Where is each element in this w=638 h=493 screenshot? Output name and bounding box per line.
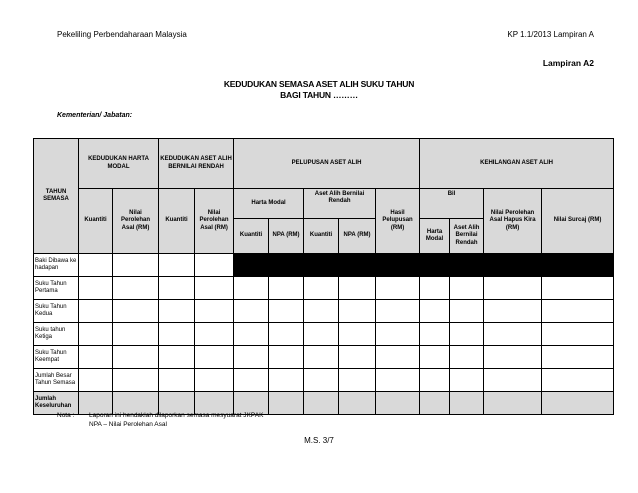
table-cell[interactable] bbox=[159, 323, 195, 346]
header-kuantiti-rendah: Kuantiti bbox=[159, 189, 195, 254]
table-cell[interactable] bbox=[113, 323, 159, 346]
table-cell[interactable] bbox=[339, 323, 376, 346]
notes-block bbox=[57, 412, 263, 429]
header-kehilangan: KEHILANGAN ASET ALIH bbox=[420, 139, 614, 189]
title-line-1: KEDUDUKAN SEMASA ASET ALIH SUKU TAHUN bbox=[223, 79, 415, 89]
table-cell[interactable] bbox=[113, 254, 159, 277]
header-left: Pekeliling Perbendaharaan Malaysia bbox=[57, 30, 187, 39]
table-cell[interactable] bbox=[159, 369, 195, 392]
table-cell[interactable] bbox=[339, 369, 376, 392]
table-cell[interactable] bbox=[542, 392, 614, 415]
table-cell[interactable] bbox=[79, 277, 113, 300]
table-cell-disabled bbox=[269, 254, 304, 277]
table-cell[interactable] bbox=[79, 254, 113, 277]
table-cell[interactable] bbox=[484, 369, 542, 392]
header-right: KP 1.1/2013 Lampiran A bbox=[507, 30, 594, 39]
table-cell[interactable] bbox=[339, 277, 376, 300]
table-cell[interactable] bbox=[304, 277, 339, 300]
table-cell[interactable] bbox=[420, 346, 450, 369]
table-cell[interactable] bbox=[159, 277, 195, 300]
table-cell-disabled bbox=[484, 254, 542, 277]
header-kuantiti-modal: Kuantiti bbox=[79, 189, 113, 254]
title-line-2: BAGI TAHUN ……… bbox=[280, 90, 358, 100]
table-cell[interactable] bbox=[450, 277, 484, 300]
notes-label: Nota : bbox=[57, 412, 75, 419]
header-pelupusan-harta-modal: Harta Modal bbox=[234, 189, 304, 219]
header-kuantiti-pelupusan-modal: Kuantiti bbox=[234, 219, 269, 254]
header-nilai-modal: Nilai Perolehan Asal (RM) bbox=[113, 189, 159, 254]
header-nilai-hapus-kira: Nilai Perolehan Asal Hapus Kira (RM) bbox=[484, 189, 542, 254]
table-cell[interactable] bbox=[542, 277, 614, 300]
table-cell[interactable] bbox=[339, 346, 376, 369]
table-cell[interactable] bbox=[450, 392, 484, 415]
table-cell[interactable] bbox=[542, 323, 614, 346]
table-row bbox=[34, 369, 614, 392]
table-cell[interactable] bbox=[195, 254, 234, 277]
table-cell-disabled bbox=[234, 254, 269, 277]
table-cell[interactable] bbox=[484, 346, 542, 369]
notes-line-1: Laporan ini hendaklah dilaporkan semasa mesyuarat JKPAK bbox=[89, 412, 264, 419]
ministry-label: Kementerian/ Jabatan: bbox=[57, 112, 133, 119]
row-label: Suku Tahun Pertama bbox=[34, 277, 79, 300]
table-cell[interactable] bbox=[542, 346, 614, 369]
table-cell[interactable] bbox=[376, 323, 420, 346]
table-cell[interactable] bbox=[304, 300, 339, 323]
table-cell[interactable] bbox=[420, 392, 450, 415]
header-bil-aset-rendah: Aset Alih Bernilai Rendah bbox=[450, 219, 484, 254]
header-nilai-rendah: Nilai Perolehan Asal (RM) bbox=[195, 189, 234, 254]
table-row bbox=[34, 323, 614, 346]
table-cell[interactable] bbox=[234, 346, 269, 369]
table-row bbox=[34, 277, 614, 300]
table-cell[interactable] bbox=[484, 277, 542, 300]
table-row bbox=[34, 254, 614, 277]
table-cell[interactable] bbox=[195, 369, 234, 392]
table-cell[interactable] bbox=[376, 392, 420, 415]
table-cell[interactable] bbox=[159, 300, 195, 323]
row-label: Jumlah Besar Tahun Semasa bbox=[34, 369, 79, 392]
row-label: Suku Tahun Kedua bbox=[34, 300, 79, 323]
asset-status-table bbox=[33, 138, 614, 415]
table-cell-disabled bbox=[339, 254, 376, 277]
table-cell[interactable] bbox=[542, 369, 614, 392]
table-cell[interactable] bbox=[269, 346, 304, 369]
table-cell[interactable] bbox=[450, 346, 484, 369]
table-cell[interactable] bbox=[376, 369, 420, 392]
header-kedudukan-aset-rendah: KEDUDUKAN ASET ALIH BERNILAI RENDAH bbox=[159, 139, 234, 189]
table-cell[interactable] bbox=[159, 346, 195, 369]
table-cell[interactable] bbox=[79, 346, 113, 369]
table-cell[interactable] bbox=[79, 369, 113, 392]
table-cell[interactable] bbox=[269, 277, 304, 300]
table-cell-disabled bbox=[420, 254, 450, 277]
table-cell[interactable] bbox=[234, 300, 269, 323]
table-cell-disabled bbox=[376, 254, 420, 277]
table-cell[interactable] bbox=[304, 369, 339, 392]
table-cell[interactable] bbox=[269, 392, 304, 415]
header-nilai-surcaj: Nilai Surcaj (RM) bbox=[542, 189, 614, 254]
table-cell[interactable] bbox=[159, 254, 195, 277]
table-cell[interactable] bbox=[376, 277, 420, 300]
table-cell[interactable] bbox=[304, 346, 339, 369]
table-cell-disabled bbox=[304, 254, 339, 277]
table-cell[interactable] bbox=[234, 277, 269, 300]
notes-line-2: NPA – Nilai Perolehan Asal bbox=[89, 420, 167, 428]
table-cell[interactable] bbox=[195, 300, 234, 323]
table-cell[interactable] bbox=[195, 346, 234, 369]
table-cell[interactable] bbox=[484, 392, 542, 415]
header-pelupusan: PELUPUSAN ASET ALIH bbox=[234, 139, 420, 189]
table-cell[interactable] bbox=[79, 300, 113, 323]
table-cell[interactable] bbox=[113, 369, 159, 392]
header-kuantiti-pelupusan-rendah: Kuantiti bbox=[304, 219, 339, 254]
row-label: Suku Tahun Keempat bbox=[34, 346, 79, 369]
table-cell[interactable] bbox=[339, 300, 376, 323]
header-hasil-pelupusan: Hasil Pelupusan (RM) bbox=[376, 189, 420, 254]
table-cell[interactable] bbox=[420, 323, 450, 346]
table-cell[interactable] bbox=[113, 300, 159, 323]
header-npa-pelupusan-modal: NPA (RM) bbox=[269, 219, 304, 254]
table-cell[interactable] bbox=[542, 300, 614, 323]
table-cell[interactable] bbox=[450, 369, 484, 392]
table-cell[interactable] bbox=[450, 300, 484, 323]
table-cell[interactable] bbox=[79, 323, 113, 346]
header-pelupusan-aset-rendah: Aset Alih Bernilai Rendah bbox=[304, 189, 376, 219]
table-cell[interactable] bbox=[195, 323, 234, 346]
table-cell[interactable] bbox=[269, 369, 304, 392]
table-cell[interactable] bbox=[420, 300, 450, 323]
page-title bbox=[0, 79, 638, 101]
table-cell[interactable] bbox=[450, 323, 484, 346]
table-cell[interactable] bbox=[234, 323, 269, 346]
table-cell[interactable] bbox=[113, 277, 159, 300]
table-cell[interactable] bbox=[304, 323, 339, 346]
header-kedudukan-harta-modal: KEDUDUKAN HARTA MODAL bbox=[79, 139, 159, 189]
table-cell[interactable] bbox=[304, 392, 339, 415]
table-cell[interactable] bbox=[376, 300, 420, 323]
header-tahun-semasa: TAHUN SEMASA bbox=[34, 139, 79, 254]
row-label: Baki Dibawa ke hadapan bbox=[34, 254, 79, 277]
header-bil: Bil bbox=[420, 189, 484, 219]
table-cell[interactable] bbox=[484, 300, 542, 323]
header-npa-pelupusan-rendah: NPA (RM) bbox=[339, 219, 376, 254]
table-row bbox=[34, 346, 614, 369]
table-row bbox=[34, 300, 614, 323]
table-cell[interactable] bbox=[113, 346, 159, 369]
table-cell-disabled bbox=[450, 254, 484, 277]
row-label: Suku tahun Ketiga bbox=[34, 323, 79, 346]
page-number: M.S. 3/7 bbox=[304, 436, 334, 445]
table-cell[interactable] bbox=[269, 300, 304, 323]
table-cell[interactable] bbox=[195, 277, 234, 300]
row-label: Jumlah Keseluruhan bbox=[34, 392, 79, 415]
table-cell[interactable] bbox=[376, 346, 420, 369]
lampiran-label: Lampiran A2 bbox=[542, 58, 594, 68]
table-cell[interactable] bbox=[484, 323, 542, 346]
header-bil-harta-modal: Harta Modal bbox=[420, 219, 450, 254]
table-cell[interactable] bbox=[234, 369, 269, 392]
table-cell[interactable] bbox=[269, 323, 304, 346]
table-cell[interactable] bbox=[339, 392, 376, 415]
table-cell[interactable] bbox=[420, 369, 450, 392]
table-cell[interactable] bbox=[420, 277, 450, 300]
table-cell-disabled bbox=[542, 254, 614, 277]
